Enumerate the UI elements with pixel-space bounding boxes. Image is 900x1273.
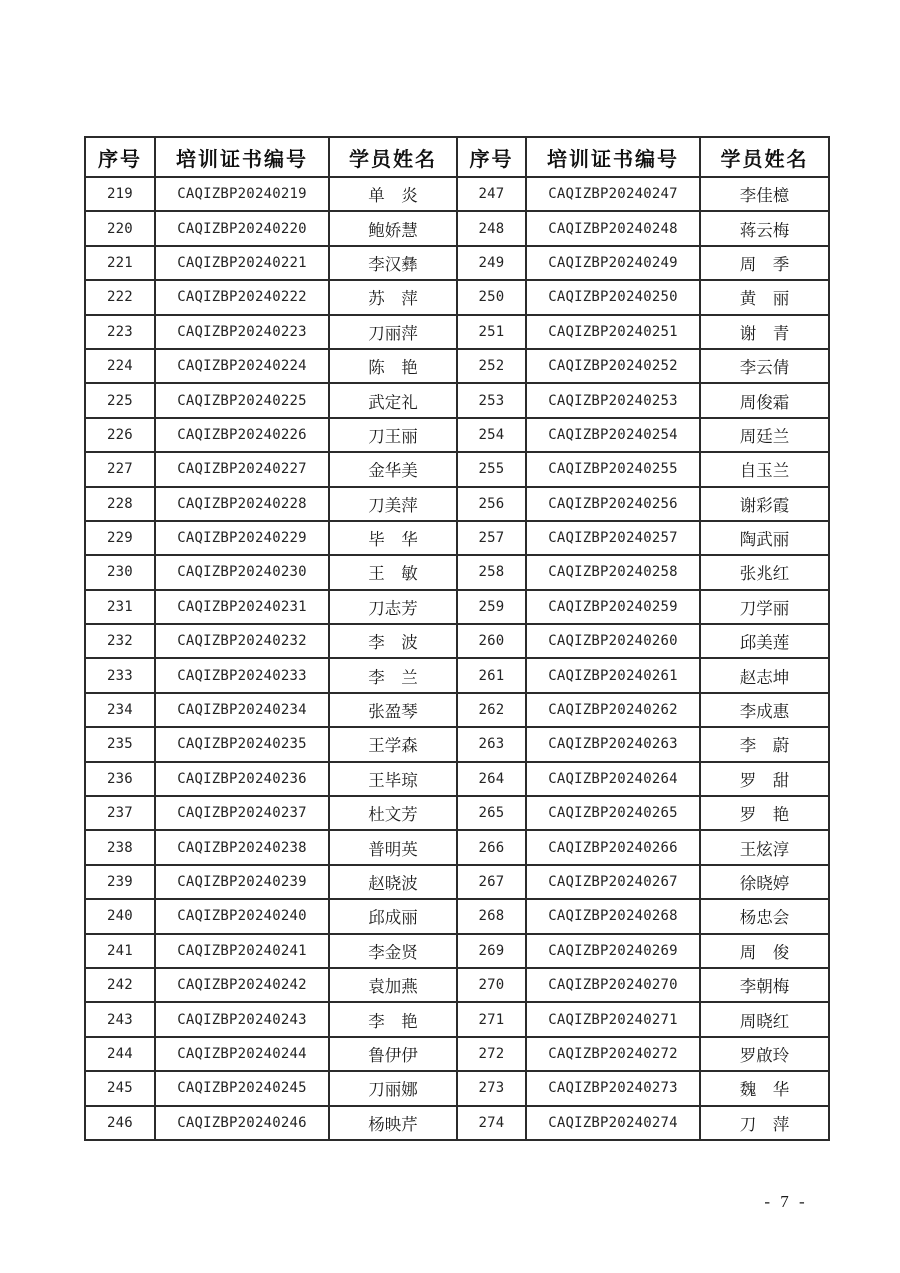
- table-row: [85, 624, 829, 658]
- student-name-right: 刀 萍: [700, 1106, 829, 1140]
- certificate-number-left: CAQIZBP20240219: [155, 177, 329, 211]
- certificate-number-left: CAQIZBP20240236: [155, 762, 329, 796]
- student-name-right: 周廷兰: [700, 418, 829, 452]
- certificate-number-left: CAQIZBP20240234: [155, 693, 329, 727]
- table-row: [85, 899, 829, 933]
- student-name-left: 王毕琼: [329, 762, 457, 796]
- table-row: [85, 211, 829, 245]
- student-name-right: 李云倩: [700, 349, 829, 383]
- table-header-row: [85, 137, 829, 177]
- table-row: [85, 590, 829, 624]
- student-name-left: 刀志芳: [329, 590, 457, 624]
- table-row: [85, 1071, 829, 1105]
- table-row: [85, 727, 829, 761]
- student-name-right: 蒋云梅: [700, 211, 829, 245]
- certificate-number-right: CAQIZBP20240271: [526, 1002, 700, 1036]
- serial-number-left: 225: [85, 383, 155, 417]
- serial-number-left: 241: [85, 934, 155, 968]
- serial-number-right: 269: [457, 934, 526, 968]
- table-row: [85, 280, 829, 314]
- certificate-number-left: CAQIZBP20240243: [155, 1002, 329, 1036]
- header-serial-right: 序号: [457, 137, 526, 177]
- serial-number-left: 238: [85, 830, 155, 864]
- serial-number-left: 242: [85, 968, 155, 1002]
- certificate-number-right: CAQIZBP20240247: [526, 177, 700, 211]
- certificate-number-right: CAQIZBP20240264: [526, 762, 700, 796]
- serial-number-left: 222: [85, 280, 155, 314]
- table-row: [85, 177, 829, 211]
- certificate-number-right: CAQIZBP20240270: [526, 968, 700, 1002]
- table-row: [85, 796, 829, 830]
- header-certificate-left: 培训证书编号: [155, 137, 329, 177]
- student-name-right: 杨忠会: [700, 899, 829, 933]
- serial-number-right: 263: [457, 727, 526, 761]
- serial-number-left: 246: [85, 1106, 155, 1140]
- student-name-left: 单 炎: [329, 177, 457, 211]
- student-name-right: 周俊霜: [700, 383, 829, 417]
- header-name-left: 学员姓名: [329, 137, 457, 177]
- student-name-left: 王 敏: [329, 555, 457, 589]
- certificate-number-right: CAQIZBP20240261: [526, 658, 700, 692]
- serial-number-left: 239: [85, 865, 155, 899]
- serial-number-right: 264: [457, 762, 526, 796]
- serial-number-left: 227: [85, 452, 155, 486]
- serial-number-left: 219: [85, 177, 155, 211]
- serial-number-right: 274: [457, 1106, 526, 1140]
- certificate-number-right: CAQIZBP20240260: [526, 624, 700, 658]
- certificate-number-right: CAQIZBP20240263: [526, 727, 700, 761]
- table-row: [85, 693, 829, 727]
- certificate-number-right: CAQIZBP20240253: [526, 383, 700, 417]
- student-name-right: 邱美莲: [700, 624, 829, 658]
- table-row: [85, 1106, 829, 1140]
- student-name-left: 李汉彝: [329, 246, 457, 280]
- serial-number-left: 245: [85, 1071, 155, 1105]
- serial-number-right: 250: [457, 280, 526, 314]
- student-name-left: 普明英: [329, 830, 457, 864]
- student-name-left: 刀美萍: [329, 487, 457, 521]
- student-name-right: 罗啟玲: [700, 1037, 829, 1071]
- serial-number-right: 254: [457, 418, 526, 452]
- serial-number-right: 266: [457, 830, 526, 864]
- serial-number-left: 221: [85, 246, 155, 280]
- table-row: [85, 934, 829, 968]
- serial-number-right: 265: [457, 796, 526, 830]
- certificate-number-left: CAQIZBP20240230: [155, 555, 329, 589]
- student-name-left: 杨映芹: [329, 1106, 457, 1140]
- table-row: [85, 865, 829, 899]
- student-name-left: 李金贤: [329, 934, 457, 968]
- serial-number-right: 249: [457, 246, 526, 280]
- student-name-right: 王炫淳: [700, 830, 829, 864]
- table-row: [85, 762, 829, 796]
- student-name-left: 鲁伊伊: [329, 1037, 457, 1071]
- serial-number-left: 229: [85, 521, 155, 555]
- serial-number-left: 228: [85, 487, 155, 521]
- student-name-right: 陶武丽: [700, 521, 829, 555]
- serial-number-right: 253: [457, 383, 526, 417]
- header-certificate-right: 培训证书编号: [526, 137, 700, 177]
- student-name-left: 李 波: [329, 624, 457, 658]
- certificate-number-left: CAQIZBP20240222: [155, 280, 329, 314]
- certificate-number-left: CAQIZBP20240227: [155, 452, 329, 486]
- student-name-right: 周晓红: [700, 1002, 829, 1036]
- certificate-number-left: CAQIZBP20240237: [155, 796, 329, 830]
- student-name-right: 徐晓婷: [700, 865, 829, 899]
- student-name-left: 刀王丽: [329, 418, 457, 452]
- serial-number-right: 251: [457, 315, 526, 349]
- student-name-left: 袁加燕: [329, 968, 457, 1002]
- serial-number-left: 243: [85, 1002, 155, 1036]
- table-row: [85, 1037, 829, 1071]
- student-name-left: 刀丽娜: [329, 1071, 457, 1105]
- serial-number-left: 236: [85, 762, 155, 796]
- certificate-number-left: CAQIZBP20240231: [155, 590, 329, 624]
- certificate-number-right: CAQIZBP20240273: [526, 1071, 700, 1105]
- serial-number-right: 272: [457, 1037, 526, 1071]
- table-row: [85, 315, 829, 349]
- certificate-number-right: CAQIZBP20240268: [526, 899, 700, 933]
- student-name-right: 李佳檍: [700, 177, 829, 211]
- student-name-left: 金华美: [329, 452, 457, 486]
- serial-number-left: 224: [85, 349, 155, 383]
- student-name-right: 魏 华: [700, 1071, 829, 1105]
- certificate-number-left: CAQIZBP20240238: [155, 830, 329, 864]
- certificate-number-left: CAQIZBP20240224: [155, 349, 329, 383]
- serial-number-right: 248: [457, 211, 526, 245]
- header-name-right: 学员姓名: [700, 137, 829, 177]
- serial-number-right: 247: [457, 177, 526, 211]
- student-name-right: 李成惠: [700, 693, 829, 727]
- serial-number-left: 232: [85, 624, 155, 658]
- serial-number-left: 231: [85, 590, 155, 624]
- certificate-number-left: CAQIZBP20240233: [155, 658, 329, 692]
- certificate-number-right: CAQIZBP20240248: [526, 211, 700, 245]
- certificate-number-right: CAQIZBP20240272: [526, 1037, 700, 1071]
- table-row: [85, 968, 829, 1002]
- certificate-number-right: CAQIZBP20240256: [526, 487, 700, 521]
- serial-number-left: 237: [85, 796, 155, 830]
- table-row: [85, 658, 829, 692]
- certificate-number-right: CAQIZBP20240254: [526, 418, 700, 452]
- serial-number-right: 252: [457, 349, 526, 383]
- student-name-left: 陈 艳: [329, 349, 457, 383]
- certificate-number-left: CAQIZBP20240244: [155, 1037, 329, 1071]
- certificate-number-left: CAQIZBP20240232: [155, 624, 329, 658]
- serial-number-left: 220: [85, 211, 155, 245]
- serial-number-left: 233: [85, 658, 155, 692]
- table-row: [85, 555, 829, 589]
- student-name-left: 王学森: [329, 727, 457, 761]
- certificate-number-right: CAQIZBP20240269: [526, 934, 700, 968]
- student-name-right: 赵志坤: [700, 658, 829, 692]
- table-row: [85, 418, 829, 452]
- serial-number-left: 230: [85, 555, 155, 589]
- header-serial-left: 序号: [85, 137, 155, 177]
- table-row: [85, 830, 829, 864]
- serial-number-right: 261: [457, 658, 526, 692]
- page-number: - 7 -: [764, 1192, 808, 1211]
- table-row: [85, 383, 829, 417]
- student-name-right: 李 蔚: [700, 727, 829, 761]
- table-row: [85, 452, 829, 486]
- student-name-left: 苏 萍: [329, 280, 457, 314]
- student-name-right: 刀学丽: [700, 590, 829, 624]
- certificate-number-left: CAQIZBP20240239: [155, 865, 329, 899]
- student-name-left: 邱成丽: [329, 899, 457, 933]
- student-name-right: 谢 青: [700, 315, 829, 349]
- certificate-number-left: CAQIZBP20240223: [155, 315, 329, 349]
- certificate-number-right: CAQIZBP20240262: [526, 693, 700, 727]
- serial-number-right: 271: [457, 1002, 526, 1036]
- certificate-number-right: CAQIZBP20240255: [526, 452, 700, 486]
- student-name-left: 毕 华: [329, 521, 457, 555]
- serial-number-left: 235: [85, 727, 155, 761]
- student-name-right: 周 俊: [700, 934, 829, 968]
- certificate-number-right: CAQIZBP20240267: [526, 865, 700, 899]
- table-row: [85, 1002, 829, 1036]
- student-name-left: 李 艳: [329, 1002, 457, 1036]
- serial-number-left: 234: [85, 693, 155, 727]
- certificate-number-left: CAQIZBP20240228: [155, 487, 329, 521]
- serial-number-right: 256: [457, 487, 526, 521]
- serial-number-right: 259: [457, 590, 526, 624]
- serial-number-left: 226: [85, 418, 155, 452]
- certificate-number-right: CAQIZBP20240259: [526, 590, 700, 624]
- serial-number-right: 268: [457, 899, 526, 933]
- certificate-number-right: CAQIZBP20240266: [526, 830, 700, 864]
- student-name-left: 武定礼: [329, 383, 457, 417]
- serial-number-right: 255: [457, 452, 526, 486]
- certificate-number-right: CAQIZBP20240257: [526, 521, 700, 555]
- student-name-left: 赵晓波: [329, 865, 457, 899]
- certificate-number-right: CAQIZBP20240274: [526, 1106, 700, 1140]
- certificate-number-left: CAQIZBP20240240: [155, 899, 329, 933]
- student-name-left: 张盈琴: [329, 693, 457, 727]
- student-name-right: 黄 丽: [700, 280, 829, 314]
- certificate-number-right: CAQIZBP20240258: [526, 555, 700, 589]
- student-name-left: 杜文芳: [329, 796, 457, 830]
- certificate-number-left: CAQIZBP20240225: [155, 383, 329, 417]
- certificate-number-right: CAQIZBP20240265: [526, 796, 700, 830]
- certificate-number-right: CAQIZBP20240251: [526, 315, 700, 349]
- table-row: [85, 487, 829, 521]
- table-row: [85, 521, 829, 555]
- serial-number-left: 240: [85, 899, 155, 933]
- certificate-number-left: CAQIZBP20240246: [155, 1106, 329, 1140]
- serial-number-left: 223: [85, 315, 155, 349]
- serial-number-right: 262: [457, 693, 526, 727]
- student-name-right: 李朝梅: [700, 968, 829, 1002]
- serial-number-right: 258: [457, 555, 526, 589]
- certificate-number-left: CAQIZBP20240245: [155, 1071, 329, 1105]
- certificate-roster-table: [84, 136, 830, 1141]
- serial-number-right: 257: [457, 521, 526, 555]
- serial-number-right: 260: [457, 624, 526, 658]
- table-row: [85, 246, 829, 280]
- certificate-number-right: CAQIZBP20240249: [526, 246, 700, 280]
- student-name-left: 刀丽萍: [329, 315, 457, 349]
- table-body: [85, 177, 829, 1140]
- student-name-right: 谢彩霞: [700, 487, 829, 521]
- certificate-number-left: CAQIZBP20240226: [155, 418, 329, 452]
- certificate-number-left: CAQIZBP20240220: [155, 211, 329, 245]
- certificate-number-left: CAQIZBP20240235: [155, 727, 329, 761]
- certificate-number-right: CAQIZBP20240250: [526, 280, 700, 314]
- serial-number-right: 273: [457, 1071, 526, 1105]
- certificate-number-left: CAQIZBP20240241: [155, 934, 329, 968]
- student-name-left: 李 兰: [329, 658, 457, 692]
- student-name-right: 罗 甜: [700, 762, 829, 796]
- certificate-number-left: CAQIZBP20240242: [155, 968, 329, 1002]
- serial-number-right: 267: [457, 865, 526, 899]
- serial-number-left: 244: [85, 1037, 155, 1071]
- student-name-right: 周 季: [700, 246, 829, 280]
- student-name-right: 张兆红: [700, 555, 829, 589]
- certificate-number-left: CAQIZBP20240221: [155, 246, 329, 280]
- student-name-left: 鲍娇慧: [329, 211, 457, 245]
- table-row: [85, 349, 829, 383]
- certificate-number-left: CAQIZBP20240229: [155, 521, 329, 555]
- student-name-right: 自玉兰: [700, 452, 829, 486]
- student-name-right: 罗 艳: [700, 796, 829, 830]
- serial-number-right: 270: [457, 968, 526, 1002]
- certificate-number-right: CAQIZBP20240252: [526, 349, 700, 383]
